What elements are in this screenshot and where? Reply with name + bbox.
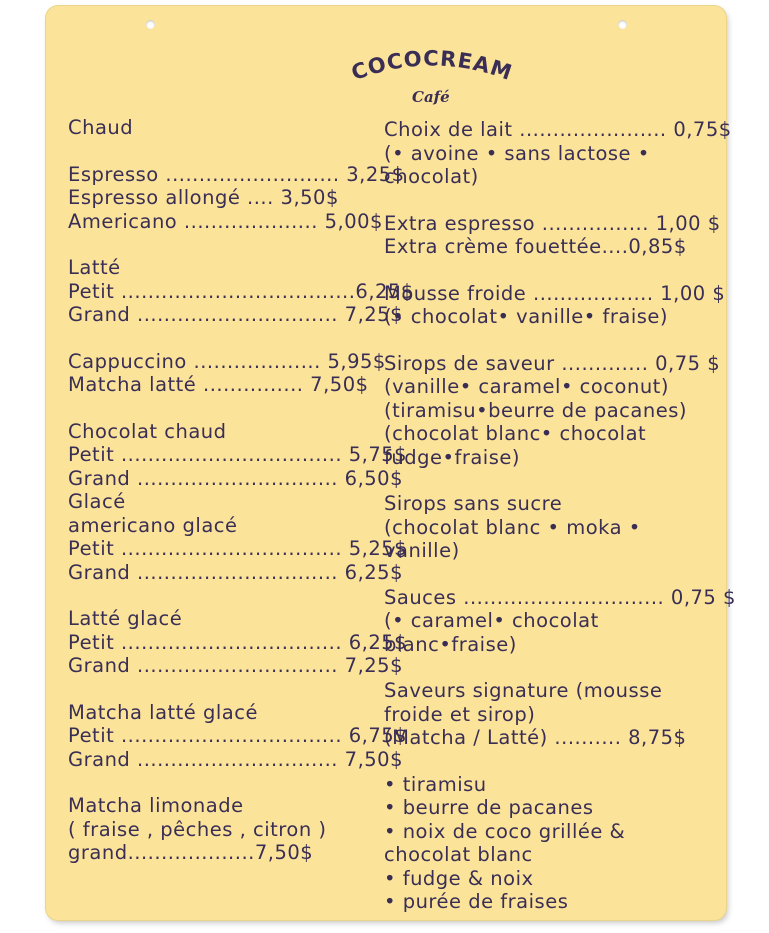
spacer [384, 750, 736, 773]
menu-line: chocolat blanc [384, 843, 533, 866]
menu-line: • tiramisu [384, 772, 487, 796]
menu-line: (chocolat blanc • moka • [384, 515, 641, 539]
right-menu-column [384, 118, 736, 914]
menu-line: Grand .............................. 7,50$ [68, 747, 403, 771]
menu-line: Sirops de saveur ............. 0,75 $ [384, 351, 721, 375]
menu-line: Sauces .............................. 0,75 $ [384, 585, 736, 609]
spacer [384, 469, 736, 492]
menu-line: Extra espresso ................ 1,00 $ [384, 211, 721, 235]
spacer [384, 656, 736, 679]
menu-line: Saveurs signature (mousse [384, 679, 663, 702]
menu-line: Glacé [68, 490, 126, 513]
spacer [68, 397, 414, 420]
menu-line: Latté [68, 256, 121, 279]
menu-line: (• caramel• chocolat [384, 609, 599, 632]
menu-line: • fudge & noix [384, 866, 534, 890]
spacer [68, 327, 414, 350]
menu-line: Grand .............................. 7,25$ [68, 654, 403, 677]
menu-line: Espresso allongé .... 3,50$ [68, 186, 339, 209]
menu-line: Petit ................................. 6,75$ [68, 724, 408, 747]
spacer [68, 584, 414, 607]
menu-line: Petit ................................. 5,75$ [68, 443, 408, 466]
spacer [68, 771, 414, 794]
menu-line: Americano .................... 5,00$ [68, 209, 383, 233]
menu-line: Petit ...................................6,25$ [68, 279, 414, 303]
menu-line: (tiramisu•beurre de pacanes) [384, 398, 687, 422]
menu-line: fudge•fraise) [384, 445, 520, 469]
menu-line: (• avoine • sans lactose • [384, 141, 650, 165]
menu-line: Extra crème fouettée....0,85$ [384, 235, 687, 258]
spacer [384, 189, 736, 212]
menu-line: chocolat) [384, 165, 479, 188]
menu-line: Sirops sans sucre [384, 492, 563, 515]
brand-logo [336, 42, 536, 122]
menu-line: grand...................7,50$ [68, 841, 314, 864]
menu-line: Grand .............................. 6,25$ [68, 560, 403, 584]
menu-line: Petit ................................. 5,25$ [68, 537, 408, 560]
menu-line: Grand .............................. 6,50$ [68, 466, 403, 490]
spacer [384, 563, 736, 586]
menu-line: ( fraise , pêches , citron ) [68, 817, 327, 841]
menu-line: blanc•fraise) [384, 632, 517, 656]
left-menu-column [68, 116, 414, 865]
menu-line: Chocolat chaud [68, 419, 227, 443]
menu-line: Matcha latté ............... 7,50$ [68, 373, 369, 396]
menu-line: (chocolat blanc• chocolat [384, 422, 647, 445]
menu-line: americano glacé [68, 513, 238, 537]
menu-line: Espresso .......................... 3,25$ [68, 162, 405, 186]
menu-line: (vanille• caramel• coconut) [384, 375, 669, 398]
svg-text:COCOCREAM [348, 46, 515, 85]
hanging-hole-right [618, 20, 627, 29]
menu-line: (• chocolat• vanille• fraise) [384, 305, 668, 328]
spacer [384, 329, 736, 352]
menu-line: (Matcha / Latté) .......... 8,75$ [384, 726, 687, 749]
menu-line: Matcha latté glacé [68, 700, 258, 724]
menu-line: Choix de lait ...................... 0,75$ [384, 118, 732, 141]
menu-line: • noix de coco grillée & [384, 819, 626, 843]
menu-line: Mousse froide .................. 1,00 $ [384, 281, 726, 305]
menu-line: vanille) [384, 539, 460, 562]
spacer [68, 233, 414, 256]
brand-subtitle: Café [412, 88, 450, 106]
brand-name: COCOCREAM [348, 46, 516, 86]
spacer [68, 678, 414, 701]
menu-line: • beurre de pacanes [384, 796, 594, 819]
menu-line: Matcha limonade [68, 794, 244, 817]
menu-line: froide et sirop) [384, 702, 536, 726]
menu-line: • purée de fraises [384, 890, 569, 913]
spacer [384, 259, 736, 282]
menu-line: Cappuccino ................... 5,95$ [68, 349, 386, 373]
hanging-hole-left [146, 20, 155, 29]
menu-line: Petit ................................. 6,25$ [68, 630, 408, 654]
menu-line: Chaud [68, 116, 134, 139]
spacer [68, 140, 414, 163]
menu-line: Grand .............................. 7,25$ [68, 303, 403, 326]
menu-line: Latté glacé [68, 607, 183, 630]
